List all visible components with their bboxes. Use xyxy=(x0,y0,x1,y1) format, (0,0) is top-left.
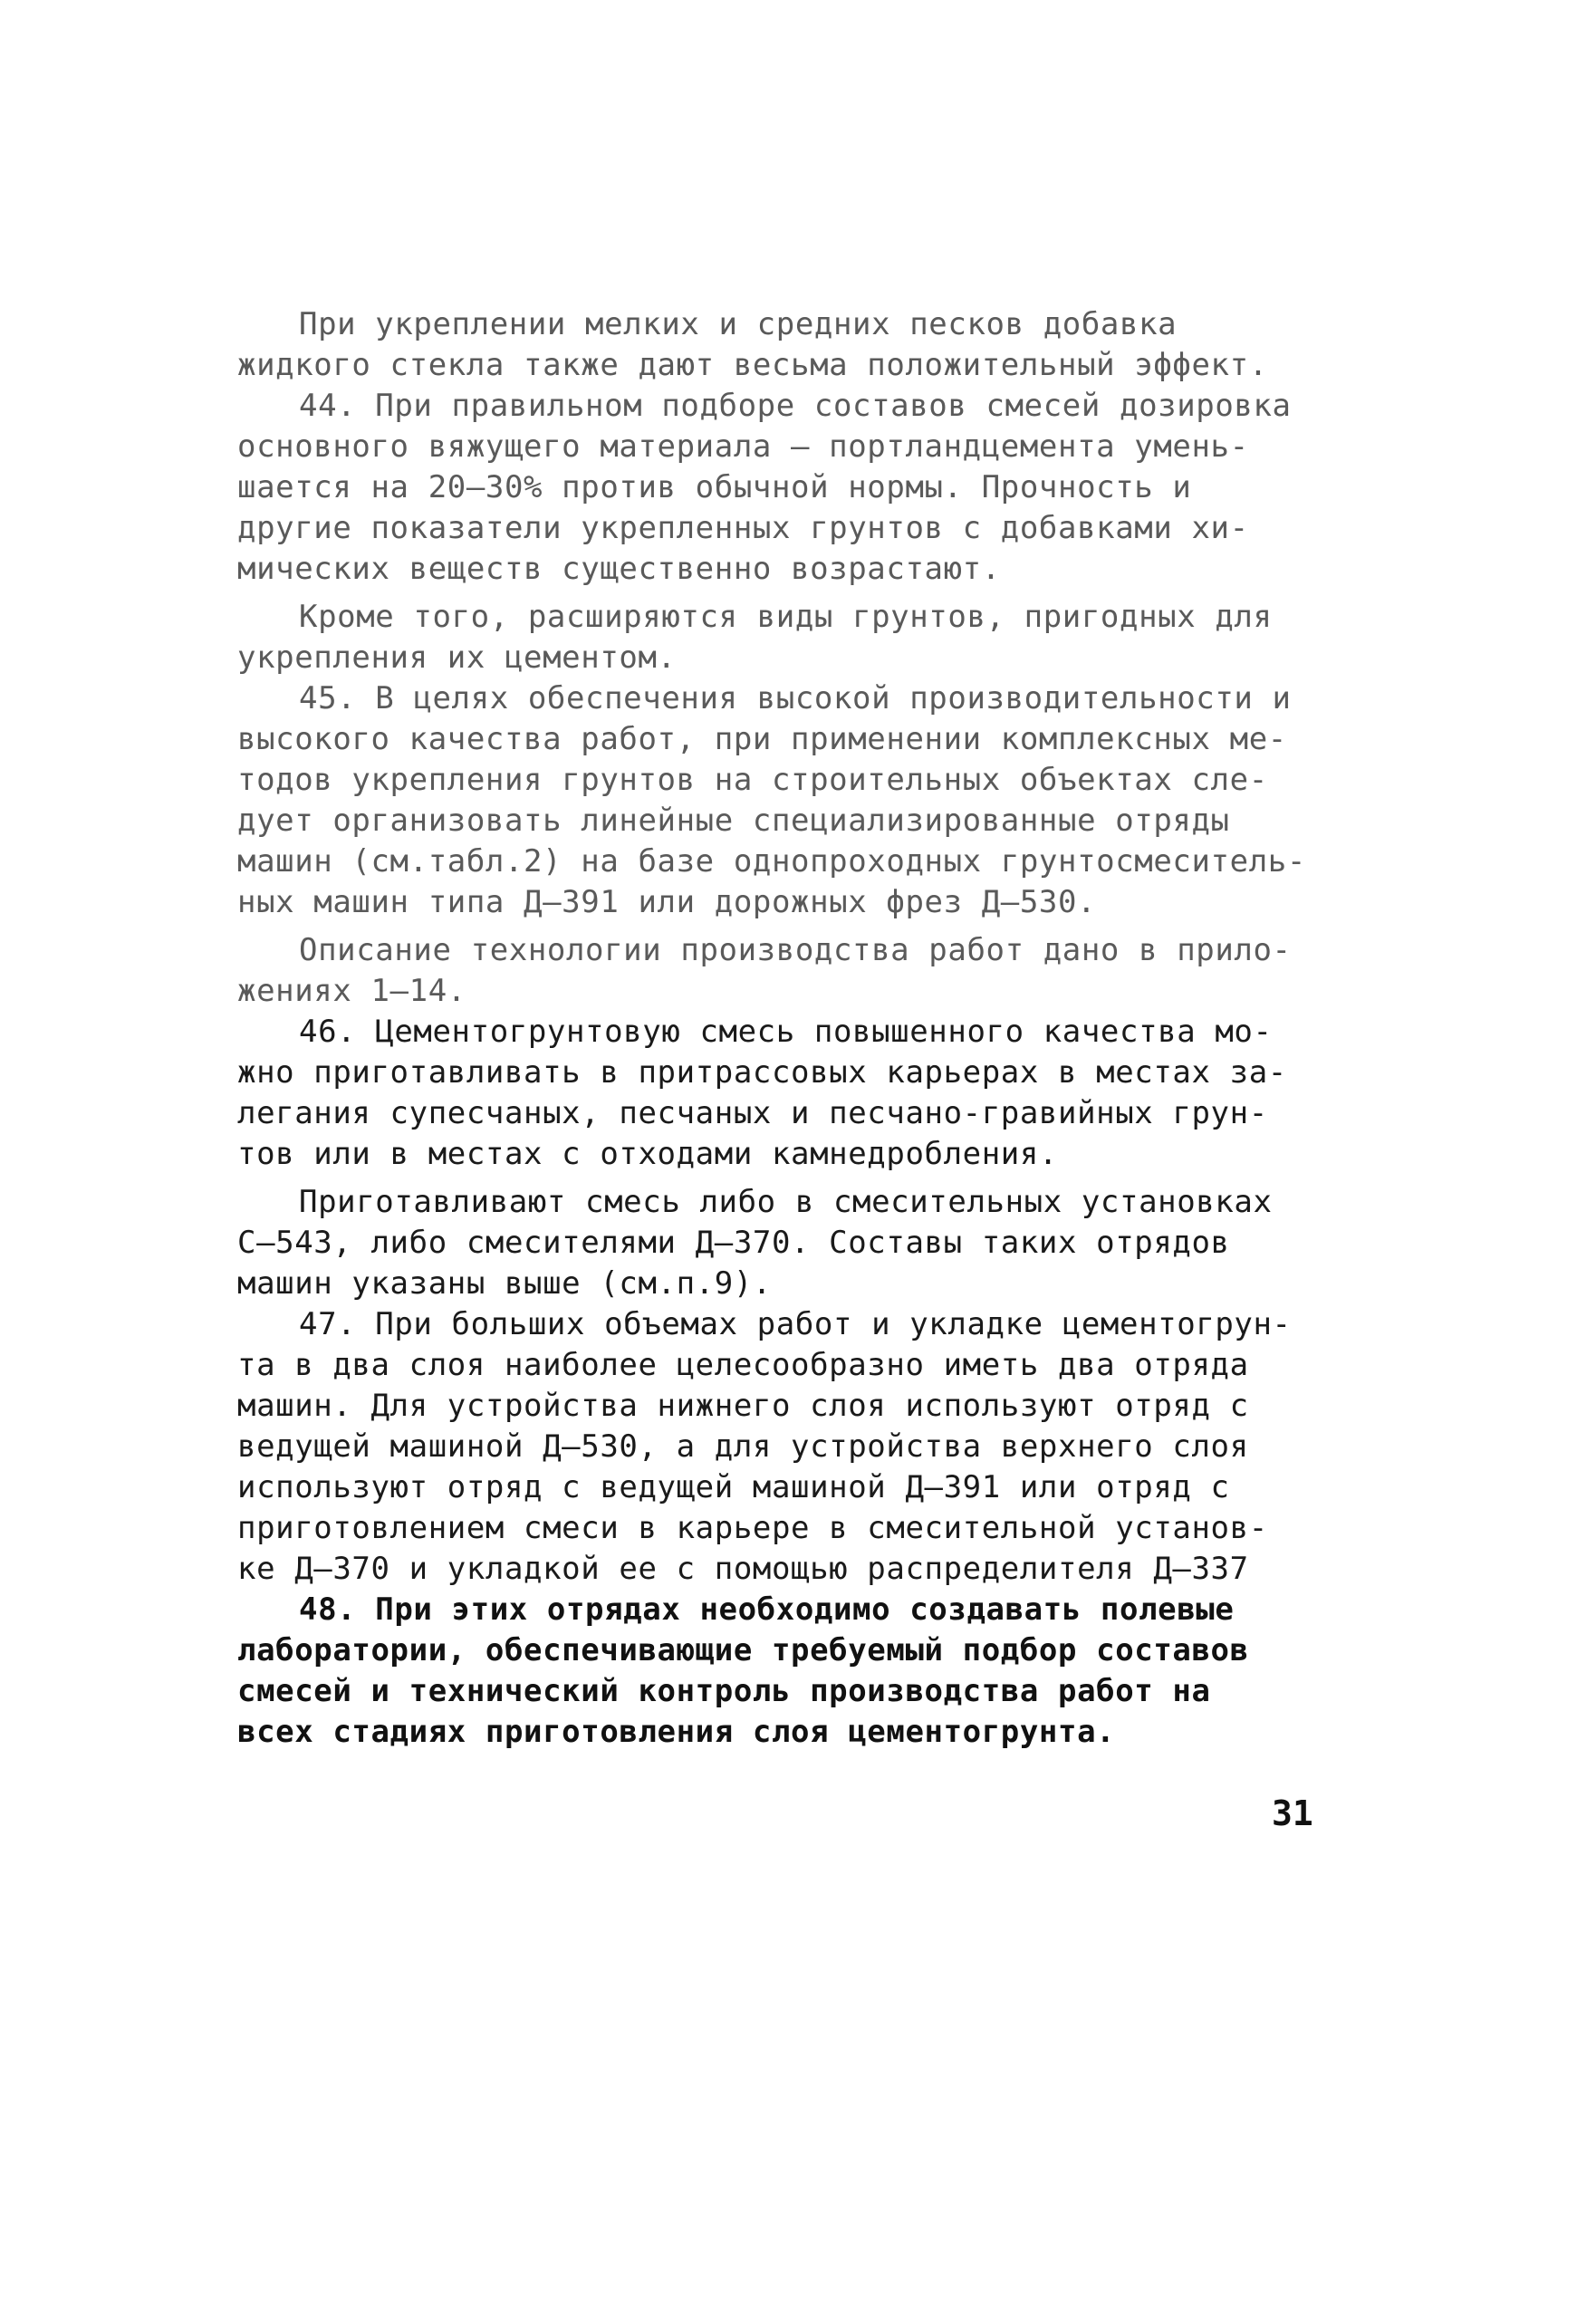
text-line: смесей и технический контроль производства работ на xyxy=(237,1673,1211,1709)
text-line: используют отряд с ведущей машиной Д–391 или отряд с xyxy=(237,1469,1230,1505)
text-line: всех стадиях приготовления слоя цементогрунта. xyxy=(237,1714,1116,1750)
text-line: приготовлением смеси в карьере в смесительной установ- xyxy=(237,1510,1268,1546)
text-line: жидкого стекла также дают весьма положительный эффект. xyxy=(237,347,1268,383)
text-line: высокого качества работ, при применении комплексных ме- xyxy=(237,721,1287,757)
text-line: машин. Для устройства нижнего слоя используют отряд с xyxy=(237,1388,1249,1424)
text-line: дует организовать линейные специализированные отряды xyxy=(237,803,1230,839)
text-line: ведущей машиной Д–530, а для устройства верхнего слоя xyxy=(237,1428,1249,1465)
text-line: тов или в местах с отходами камнедробления. xyxy=(237,1136,1058,1172)
text-line: ке Д–370 и укладкой ее с помощью распределителя Д–337 xyxy=(237,1551,1249,1587)
text-line: лаборатории, обеспечивающие требуемый подбор составов xyxy=(237,1632,1249,1668)
page-number: 31 xyxy=(1272,1793,1313,1833)
text-line: укрепления их цементом. xyxy=(237,639,677,676)
text-line: мических веществ существенно возрастают. xyxy=(237,551,1001,587)
text-line: С–543, либо смесителями Д–370. Составы таких отрядов xyxy=(237,1225,1230,1261)
text-line: тодов укрепления грунтов на строительных объектах сле- xyxy=(237,762,1268,798)
text-line: Описание технологии производства работ дано в прило- xyxy=(299,932,1292,968)
text-line: та в два слоя наиболее целесообразно иметь два отряда xyxy=(237,1347,1249,1383)
text-line: 44. При правильном подборе составов смесей дозировка xyxy=(299,388,1292,424)
text-line: 47. При больших объемах работ и укладке цементогрун- xyxy=(299,1306,1292,1342)
text-line: машин указаны выше (см.п.9). xyxy=(237,1265,772,1302)
text-line: машин (см.табл.2) на базе однопроходных грунтосмеситель- xyxy=(237,843,1306,880)
text-line: 48. При этих отрядах необходимо создавать полевые xyxy=(299,1591,1235,1628)
text-line: другие показатели укрепленных грунтов с добавками хи- xyxy=(237,510,1249,546)
text-line: жно приготавливать в притрассовых карьерах в местах за- xyxy=(237,1054,1287,1091)
text-line: При укреплении мелких и средних песков добавка xyxy=(299,306,1178,342)
text-line: 45. В целях обеспечения высокой производительности и xyxy=(299,680,1292,716)
text-line: легания супесчаных, песчаных и песчано-гравийных грун- xyxy=(237,1095,1268,1131)
text-line: Приготавливают смесь либо в смесительных установках xyxy=(299,1184,1273,1220)
text-line: ных машин типа Д–391 или дорожных фрез Д–530. xyxy=(237,884,1097,920)
body-text xyxy=(237,304,1360,1753)
text-line: жениях 1–14. xyxy=(237,973,466,1009)
text-line: 46. Цементогрунтовую смесь повышенного качества мо- xyxy=(299,1014,1273,1050)
text-line: Кроме того, расширяются виды грунтов, пригодных для xyxy=(299,599,1273,635)
text-line: основного вяжущего материала – портландцемента умень- xyxy=(237,428,1249,465)
text-line: шается на 20–30% против обычной нормы. Прочность и xyxy=(237,469,1192,505)
